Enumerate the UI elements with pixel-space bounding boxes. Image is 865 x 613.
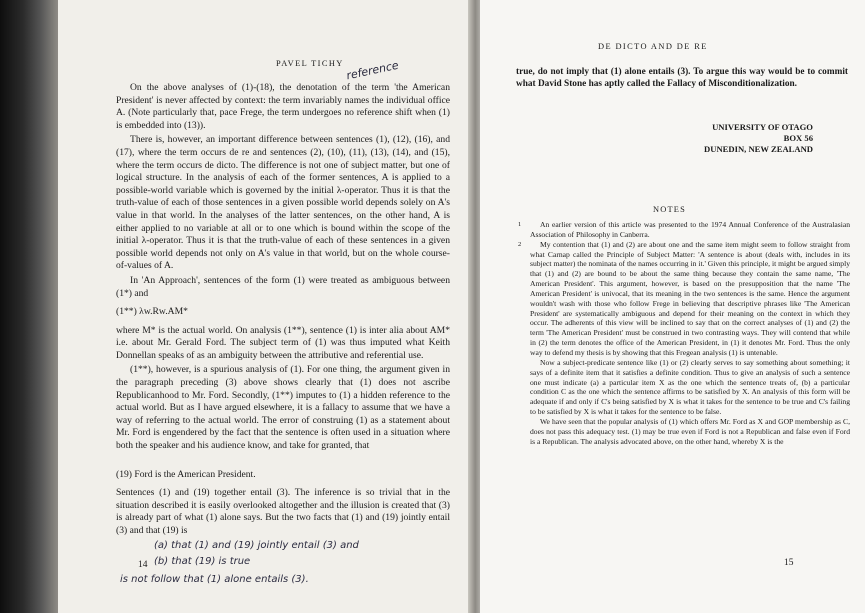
- page-number-left: 14: [138, 560, 148, 570]
- note-item: [518, 239, 850, 358]
- note-item: [518, 220, 850, 240]
- notes-heading: NOTES: [653, 205, 686, 214]
- notes-list: [518, 220, 850, 446]
- note-number: 2: [518, 240, 522, 248]
- address-line: DUNEDIN, NEW ZEALAND: [704, 144, 813, 154]
- handwritten-annotation-top: reference: [345, 58, 400, 83]
- page-number-right: 15: [784, 558, 794, 568]
- note-text: Now a subject-predicate sentence like (1) or (2) clearly serves to say something about something; it says of a definite item that it satisfies a definite condition. Thus to give an analysis of such a sentence one must indicate (a) a particular item X as the one which the sentence treats of, (b) a particular condition C as the one which the sentence affirms to be satisfied by X. An analysis of this form will be adequate if and only if C's being satisfied by X is what it takes for the sentence to be true and C's failing to be satisfied by X is what it takes for the sentence to be false.: [530, 357, 850, 417]
- note-number: 1: [518, 221, 522, 228]
- formula: (19) Ford is the American President.: [116, 468, 256, 480]
- address-line: BOX 56: [783, 133, 813, 143]
- note-item: [530, 358, 850, 417]
- paragraph: On the above analyses of (1)-(18), the denotation of the term 'the American President' is never affected by context: the term invariably names the individual office A. (Note particularly that, pace Frege, the term undergoes no reference shift when (1) is embedded into (13)).: [116, 82, 450, 131]
- left-page: [58, 0, 474, 613]
- paragraph: where M* is the actual world. On analysis (1**), sentence (1) is inter alia about AM* i.e. about Mr. Gerald Ford. The subject term of (1) was thus imputed what Keith Donnellan speaks of as an ambiguity between the attributive and referential use.: [116, 324, 450, 361]
- note-text: My contention that (1) and (2) are about one and the same item might seem to follow straight from what Carnap called the Principle of Subject Matter: 'A sentence is about (deals with, includes in its subject matter) the nominata of the names occurring in it.' Given this principle, it might be argued simply that (1) and (2) are bound to be about the same thing because they contain the same name, 'The American President'. This argument, however, is based on the presupposition that the name 'The American President' is univocal, that its meaning in the two sentences is the same. Hence the argument wouldn't wash with those who follow Frege in believing that descriptive phrases like 'The American President' are systematically ambiguous and depend for their meaning on the context in which they occur. The adherents of this view will be inclined to say that on the correct analyses of (1) and (2) the term 'The American President' must be construed in two contrasting ways. They will contend that while in (2) the term denotes the office of the American President, in (1) it denotes Mr. Ford. Thus the only way to defend my thesis is by showing that this Fregean analysis (1) is untenable.: [530, 239, 850, 357]
- left-body-text: [116, 82, 450, 540]
- paragraph: Sentences (1) and (19) together entail (3). The inference is so trivial that in the situation described it is easily overlooked altogether and the illusion is created that (3) is already part of what (1) alone says. But the two facts that (1) and (19) jointly entail (3) and that (19) is: [116, 487, 450, 536]
- right-page: [480, 0, 865, 613]
- note-text: An earlier version of this article was presented to the 1974 Annual Conference of the Australasian Association of Philosophy in Canberra.: [530, 220, 850, 239]
- paragraph: There is, however, an important difference between sentences (1), (12), (16), and (17), where the term occurs de re and sentences (2), (10), (11), (13), (14), and (15), where the term occurs de dicto. The difference is not one of subject matter, but one of logical structure. In the analysis of each of the former sentences, A is applied to a possible-world variable which is governed by the initial λ-operator. Thus it is that the truth-value of each of those sentences in a given possible world depends solely on A's value in that world. In the analyses of the latter sentences, on the other hand, A is either applied to no variable at all or to one which is bound within the scope of the initial λ-operator. Thus it is that the truth-value of each of these sentences in a given possible world depends not only on A's value in that world, but on the whole course-of-values of A.: [116, 134, 450, 272]
- book-edge-shadow: [0, 0, 58, 613]
- paragraph: true, do not imply that (1) alone entails (3). To argue this way would be to commit what David Stone has aptly called the Fallacy of Misconditionalization.: [516, 67, 848, 89]
- running-head-right: DE DICTO AND DE RE: [598, 42, 708, 51]
- handwritten-annotation-bottom: (b) that (19) is true: [154, 556, 251, 567]
- paragraph: In 'An Approach', sentences of the form (1) were treated as ambiguous between (1*) and: [116, 274, 450, 299]
- handwritten-annotation-bottom: (a) that (1) and (19) jointly entail (3) and: [154, 540, 359, 551]
- address-line: UNIVERSITY OF OTAGO: [712, 122, 813, 132]
- address-block: [704, 122, 813, 155]
- handwritten-annotation-bottom: is not follow that (1) alone entails (3).: [120, 574, 309, 585]
- formula: (1**) λw.Rw.AM*: [116, 306, 188, 318]
- running-head-left: PAVEL TICHY: [276, 59, 344, 68]
- note-item: [530, 417, 850, 447]
- right-opening-text: [516, 66, 848, 92]
- note-text: We have seen that the popular analysis of (1) which offers Mr. Ford as X and GOP membership as C, does not pass this adequacy test. (1) may be true even if Ford is not a Republican and false even if Ford is a Republican. The analysis advocated above, on the other hand, whereby X is the: [530, 416, 850, 446]
- paragraph: (1**), however, is a spurious analysis of (1). For one thing, the argument given in the paragraph preceding (3) above shows clearly that (1) does not ascribe Republicanhood to Mr. Ford. Secondly, (1**) imputes to (1) a hidden reference to the actual world. But as I have argued elsewhere, it is a fallacy to assume that we have a way of referring to the actual world. The error of construing (1) as a statement about Mr. Ford is engendered by the fact that the sentence is often used in a situation where both the speaker and his audience know, and take for granted, that: [116, 364, 450, 452]
